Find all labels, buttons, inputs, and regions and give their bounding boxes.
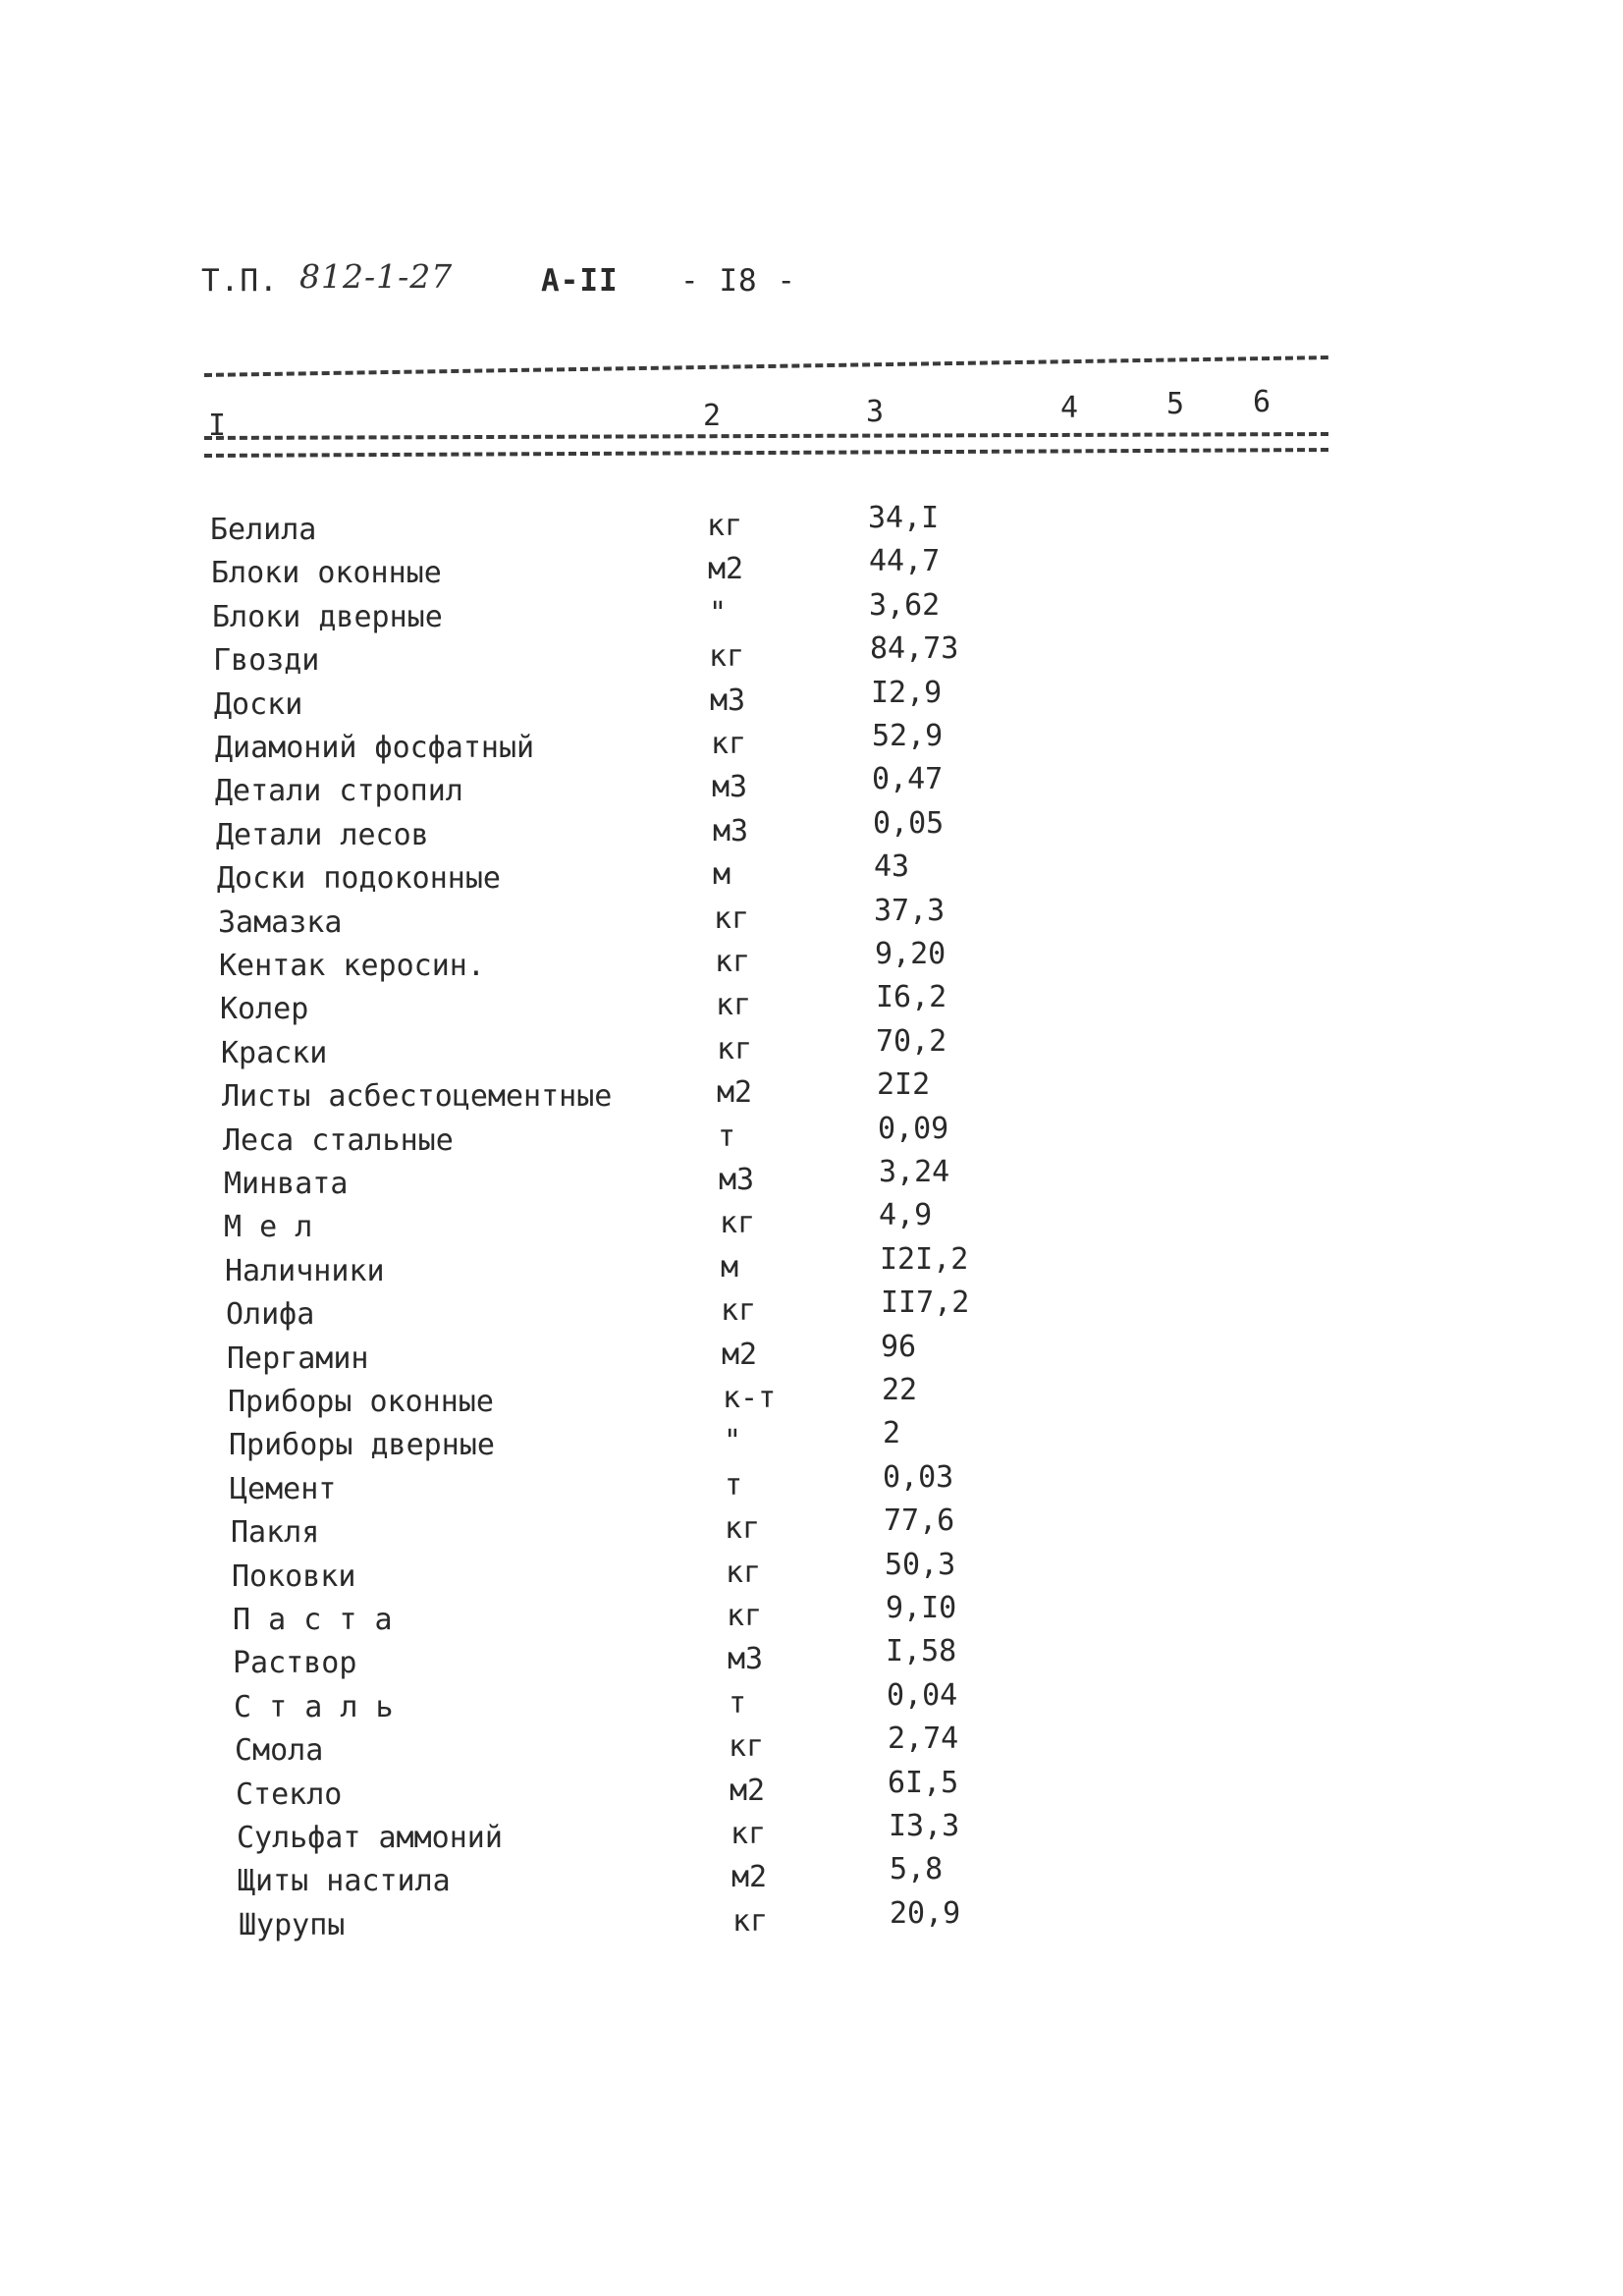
unit-of-measure: кг — [720, 1206, 756, 1241]
table-row — [0, 980, 1623, 1027]
table-row — [0, 1895, 1623, 1943]
table-row — [0, 501, 1623, 548]
unit-of-measure: м — [721, 1249, 739, 1285]
table-row — [0, 1198, 1623, 1245]
quantity-value: 9,20 — [875, 937, 947, 971]
quantity-value: 9,I0 — [886, 1591, 957, 1625]
series-code: А-II — [541, 263, 619, 299]
table-header-rule — [204, 448, 1328, 458]
table-row — [0, 1329, 1623, 1377]
table-row — [0, 937, 1623, 984]
material-name: Замазка — [218, 904, 343, 940]
unit-of-measure: кг — [717, 1031, 753, 1066]
material-name: Леса стальные — [223, 1122, 454, 1158]
material-name: Диамоний фосфатный — [215, 731, 535, 765]
quantity-value: I2I,2 — [880, 1241, 969, 1277]
unit-of-measure: кг — [721, 1293, 757, 1329]
quantity-value: 84,73 — [870, 631, 959, 667]
unit-of-measure: т — [718, 1119, 736, 1154]
unit-of-measure: кг — [715, 945, 751, 979]
column-headers — [0, 385, 1623, 443]
material-name: Стекло — [236, 1777, 343, 1812]
material-name: Доски — [214, 686, 303, 722]
quantity-value: 3,62 — [869, 587, 941, 623]
unit-of-measure: м3 — [713, 813, 749, 848]
quantity-value: 0,47 — [872, 762, 944, 797]
material-name: Гвозди — [213, 643, 320, 679]
table-header-rule — [204, 432, 1328, 440]
material-name: Поковки — [232, 1558, 356, 1594]
unit-of-measure: т — [729, 1685, 747, 1721]
material-name: С т а л ь — [234, 1689, 394, 1724]
unit-of-measure: кг — [711, 727, 747, 761]
unit-of-measure: к-т — [723, 1381, 777, 1415]
unit-of-measure: кг — [725, 1511, 761, 1547]
column-header: 6 — [1253, 385, 1271, 419]
doc-number: 812-1-27 — [299, 257, 454, 296]
unit-of-measure: м3 — [728, 1642, 764, 1677]
unit-of-measure: м2 — [730, 1773, 766, 1808]
unit-of-measure: м3 — [719, 1163, 755, 1197]
table-row — [0, 1852, 1623, 1899]
quantity-value: I2,9 — [871, 675, 943, 710]
quantity-value: I6,2 — [876, 980, 947, 1015]
table-row — [0, 1023, 1623, 1071]
material-name: М е л — [224, 1210, 313, 1245]
material-name: Блоки дверные — [212, 599, 443, 634]
table-row — [0, 1111, 1623, 1159]
table-row — [0, 1459, 1623, 1507]
table-row — [0, 1373, 1623, 1420]
unit-of-measure: кг — [727, 1599, 763, 1633]
unit-of-measure: " — [709, 595, 728, 630]
material-name: Щиты настила — [238, 1864, 451, 1899]
quantity-value: 0,04 — [887, 1677, 958, 1713]
quantity-value: 0,09 — [878, 1111, 949, 1146]
table-row — [0, 1285, 1623, 1333]
material-name: Олифа — [226, 1297, 315, 1333]
unit-of-measure: кг — [730, 1817, 767, 1851]
unit-of-measure: кг — [732, 1903, 769, 1939]
material-name: Приборы дверные — [229, 1428, 495, 1463]
unit-of-measure: т — [725, 1467, 743, 1503]
table-row — [0, 805, 1623, 853]
unit-of-measure: м2 — [717, 1075, 753, 1111]
table-row — [0, 1241, 1623, 1289]
unit-of-measure: кг — [726, 1555, 762, 1590]
table-row — [0, 1765, 1623, 1813]
doc-prefix: Т.П. — [201, 263, 279, 299]
table-row — [0, 631, 1623, 679]
table-row — [0, 1722, 1623, 1769]
column-header: 2 — [703, 399, 722, 433]
quantity-value: I3,3 — [889, 1809, 960, 1843]
material-name: Смола — [235, 1733, 324, 1769]
column-header: 3 — [866, 395, 885, 429]
table-row — [0, 762, 1623, 809]
quantity-value: 34,I — [868, 501, 940, 535]
table-row — [0, 1677, 1623, 1725]
material-name: Минвата — [224, 1167, 349, 1201]
material-name: Детали лесов — [216, 817, 429, 852]
quantity-value: 2,74 — [888, 1722, 959, 1757]
table-row — [0, 1067, 1623, 1115]
table-row — [0, 1591, 1623, 1638]
table-row — [0, 1155, 1623, 1202]
column-header: I — [208, 409, 227, 443]
unit-of-measure: " — [724, 1424, 742, 1459]
quantity-value: I,58 — [886, 1634, 957, 1669]
material-name: Сульфат аммоний — [237, 1821, 503, 1855]
table-row — [0, 849, 1623, 897]
material-name: Кентак керосин. — [219, 949, 485, 983]
material-name: Цемент — [230, 1471, 337, 1506]
material-name: Краски — [221, 1035, 328, 1070]
unit-of-measure: м2 — [722, 1337, 758, 1372]
table-row — [0, 587, 1623, 635]
quantity-value: 2I2 — [877, 1067, 931, 1103]
quantity-value: 4,9 — [879, 1198, 933, 1233]
material-name: Наличники — [225, 1253, 385, 1288]
quantity-value: 52,9 — [872, 719, 944, 753]
unit-of-measure: м — [713, 857, 731, 893]
unit-of-measure: кг — [707, 509, 743, 543]
material-name: Приборы оконные — [228, 1385, 494, 1419]
unit-of-measure: м3 — [710, 683, 746, 718]
table-row — [0, 675, 1623, 723]
quantity-value: 20,9 — [890, 1895, 961, 1931]
table-row — [0, 1416, 1623, 1463]
material-name: Пергамин — [227, 1340, 369, 1376]
quantity-value: 22 — [882, 1373, 918, 1407]
quantity-value: 44,7 — [869, 544, 941, 579]
unit-of-measure: м2 — [731, 1860, 768, 1895]
page-number: - I8 - — [680, 263, 796, 299]
quantity-value: 77,6 — [884, 1503, 955, 1539]
material-name: П а с т а — [233, 1603, 393, 1637]
quantity-value: 96 — [881, 1329, 917, 1364]
material-name: Пакля — [231, 1515, 320, 1551]
unit-of-measure: м3 — [712, 770, 748, 805]
quantity-value: 0,03 — [883, 1459, 954, 1495]
column-header: 4 — [1060, 391, 1079, 425]
table-row — [0, 1809, 1623, 1856]
quantity-value: 70,2 — [876, 1023, 947, 1059]
unit-of-measure: м2 — [708, 552, 744, 587]
table-row — [0, 544, 1623, 591]
table-row — [0, 1547, 1623, 1595]
material-name: Доски подоконные — [217, 861, 501, 897]
material-name: Шурупы — [239, 1907, 346, 1942]
quantity-value: 0,05 — [873, 805, 945, 841]
unit-of-measure: кг — [714, 901, 750, 936]
table-row — [0, 1634, 1623, 1681]
material-name: Листы асбестоцементные — [222, 1079, 613, 1115]
table-row — [0, 1503, 1623, 1551]
material-name: Блоки оконные — [211, 556, 442, 591]
column-header: 5 — [1166, 387, 1185, 421]
table-row — [0, 719, 1623, 766]
quantity-value: 5,8 — [890, 1852, 944, 1887]
table-row — [0, 893, 1623, 941]
material-name: Детали стропил — [215, 774, 463, 809]
quantity-value: II7,2 — [881, 1285, 970, 1321]
quantity-value: 3,24 — [879, 1155, 950, 1189]
material-name: Колер — [220, 992, 309, 1027]
quantity-value: 50,3 — [885, 1547, 956, 1582]
unit-of-measure: кг — [716, 988, 752, 1023]
unit-of-measure: кг — [709, 639, 745, 675]
quantity-value: 2 — [883, 1416, 901, 1451]
quantity-value: 43 — [874, 849, 910, 885]
quantity-value: 37,3 — [874, 893, 946, 928]
unit-of-measure: кг — [729, 1729, 765, 1765]
quantity-value: 6I,5 — [888, 1765, 959, 1800]
material-name: Белила — [210, 513, 317, 547]
table-top-rule — [204, 355, 1328, 377]
material-name: Раствор — [233, 1646, 357, 1681]
